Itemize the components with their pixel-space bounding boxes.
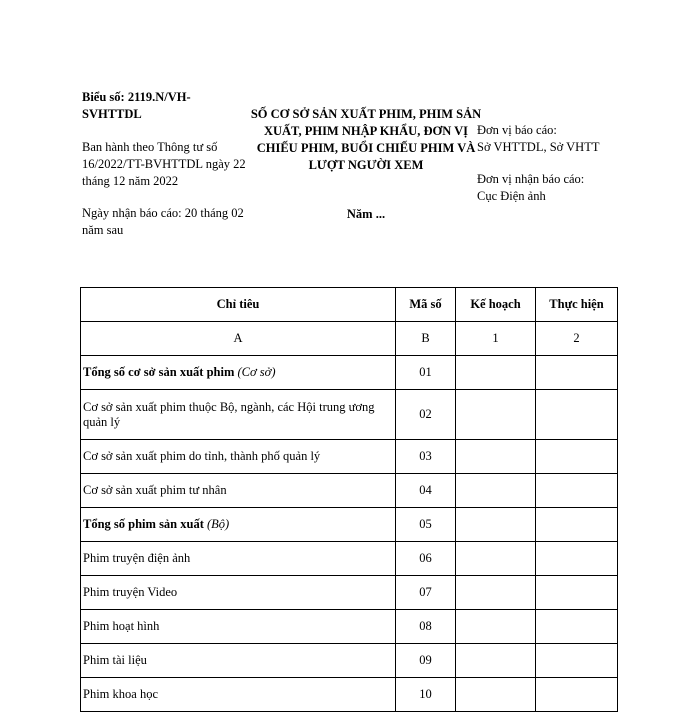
indicator-code: 06 <box>396 542 456 576</box>
actual-value-cell <box>536 678 618 712</box>
indicator-label: Cơ sở sản xuất phim do tỉnh, thành phố quản lý <box>83 449 321 463</box>
indicator-code: 02 <box>396 390 456 440</box>
indicator-code: 09 <box>396 644 456 678</box>
indicator-cell <box>81 542 396 576</box>
indicator-label: Cơ sở sản xuất phim tư nhân <box>83 483 227 497</box>
indicator-code: 10 <box>396 678 456 712</box>
column-letter-b: B <box>396 322 456 356</box>
indicator-cell <box>81 440 396 474</box>
receive-date-text: Ngày nhận báo cáo: 20 tháng 02 năm sau <box>82 206 244 237</box>
indicator-cell <box>81 390 396 440</box>
indicator-label: Phim khoa học <box>83 687 158 701</box>
plan-value-cell <box>456 678 536 712</box>
plan-value-cell <box>456 576 536 610</box>
indicator-cell <box>81 356 396 390</box>
actual-value-cell <box>536 644 618 678</box>
actual-value-cell <box>536 508 618 542</box>
reporting-unit-label: Đơn vị báo cáo: <box>477 123 557 137</box>
table-row <box>81 576 618 610</box>
actual-value-cell <box>536 390 618 440</box>
plan-value-cell <box>456 440 536 474</box>
indicator-unit-note: (Bộ) <box>207 517 230 531</box>
indicator-label: Phim truyện điện ảnh <box>83 551 191 565</box>
plan-value-cell <box>456 474 536 508</box>
reporting-unit-value: Sở VHTTDL, Sở VHTT <box>477 140 600 154</box>
table-row <box>81 440 618 474</box>
issued-by-text: Ban hành theo Thông tư số 16/2022/TT-BVHTTDL ngày 22 tháng 12 năm 2022 <box>82 140 246 188</box>
indicator-cell <box>81 678 396 712</box>
table-row <box>81 610 618 644</box>
column-letter-a: A <box>81 322 396 356</box>
column-header-indicator: Chỉ tiêu <box>81 288 396 322</box>
indicator-cell <box>81 508 396 542</box>
table-row <box>81 474 618 508</box>
receiving-unit-label: Đơn vị nhận báo cáo: <box>477 172 585 186</box>
indicator-label: Tổng số phim sản xuất <box>83 517 204 531</box>
indicator-table <box>80 287 618 712</box>
plan-value-cell <box>456 390 536 440</box>
indicator-cell <box>81 474 396 508</box>
table-row <box>81 508 618 542</box>
actual-value-cell <box>536 474 618 508</box>
indicator-cell <box>81 576 396 610</box>
actual-value-cell <box>536 440 618 474</box>
column-letter-1: 1 <box>456 322 536 356</box>
column-header-plan: Kế hoạch <box>456 288 536 322</box>
plan-value-cell <box>456 356 536 390</box>
table-row <box>81 356 618 390</box>
plan-value-cell <box>456 508 536 542</box>
document-year: Năm ... <box>346 207 386 221</box>
indicator-label: Phim tài liệu <box>83 653 147 667</box>
table-header-row <box>81 288 618 322</box>
indicator-code: 04 <box>396 474 456 508</box>
indicator-cell <box>81 610 396 644</box>
actual-value-cell <box>536 576 618 610</box>
indicator-label: Tổng số cơ sở sản xuất phim <box>83 365 235 379</box>
column-header-code: Mã số <box>396 288 456 322</box>
column-letter-2: 2 <box>536 322 618 356</box>
receiving-unit-value: Cục Điện ảnh <box>477 189 546 203</box>
column-header-actual: Thực hiện <box>536 288 618 322</box>
table-row <box>81 678 618 712</box>
indicator-code: 08 <box>396 610 456 644</box>
table-row <box>81 542 618 576</box>
column-letter-row <box>81 322 618 356</box>
actual-value-cell <box>536 610 618 644</box>
table-row <box>81 390 618 440</box>
indicator-code: 07 <box>396 576 456 610</box>
table-row <box>81 644 618 678</box>
indicator-unit-note: (Cơ sở) <box>237 365 276 379</box>
actual-value-cell <box>536 356 618 390</box>
plan-value-cell <box>456 644 536 678</box>
actual-value-cell <box>536 542 618 576</box>
indicator-label: Phim truyện Video <box>83 585 178 599</box>
indicator-code: 05 <box>396 508 456 542</box>
indicator-label: Phim hoạt hình <box>83 619 160 633</box>
indicator-code: 01 <box>396 356 456 390</box>
plan-value-cell <box>456 542 536 576</box>
form-code: Biểu số: 2119.N/VH-SVHTTDL <box>82 90 191 121</box>
plan-value-cell <box>456 610 536 644</box>
indicator-label: Cơ sở sản xuất phim thuộc Bộ, ngành, các Hội trung ương quản lý <box>83 399 375 429</box>
document-title: SỐ CƠ SỞ SẢN XUẤT PHIM, PHIM SẢN XUẤT, PHIM NHẬP KHẨU, ĐƠN VỊ CHIẾU PHIM, BUỔI CHIẾU PHIM VÀ LƯỢT NGƯỜI XEM <box>250 107 482 172</box>
indicator-cell <box>81 644 396 678</box>
indicator-code: 03 <box>396 440 456 474</box>
